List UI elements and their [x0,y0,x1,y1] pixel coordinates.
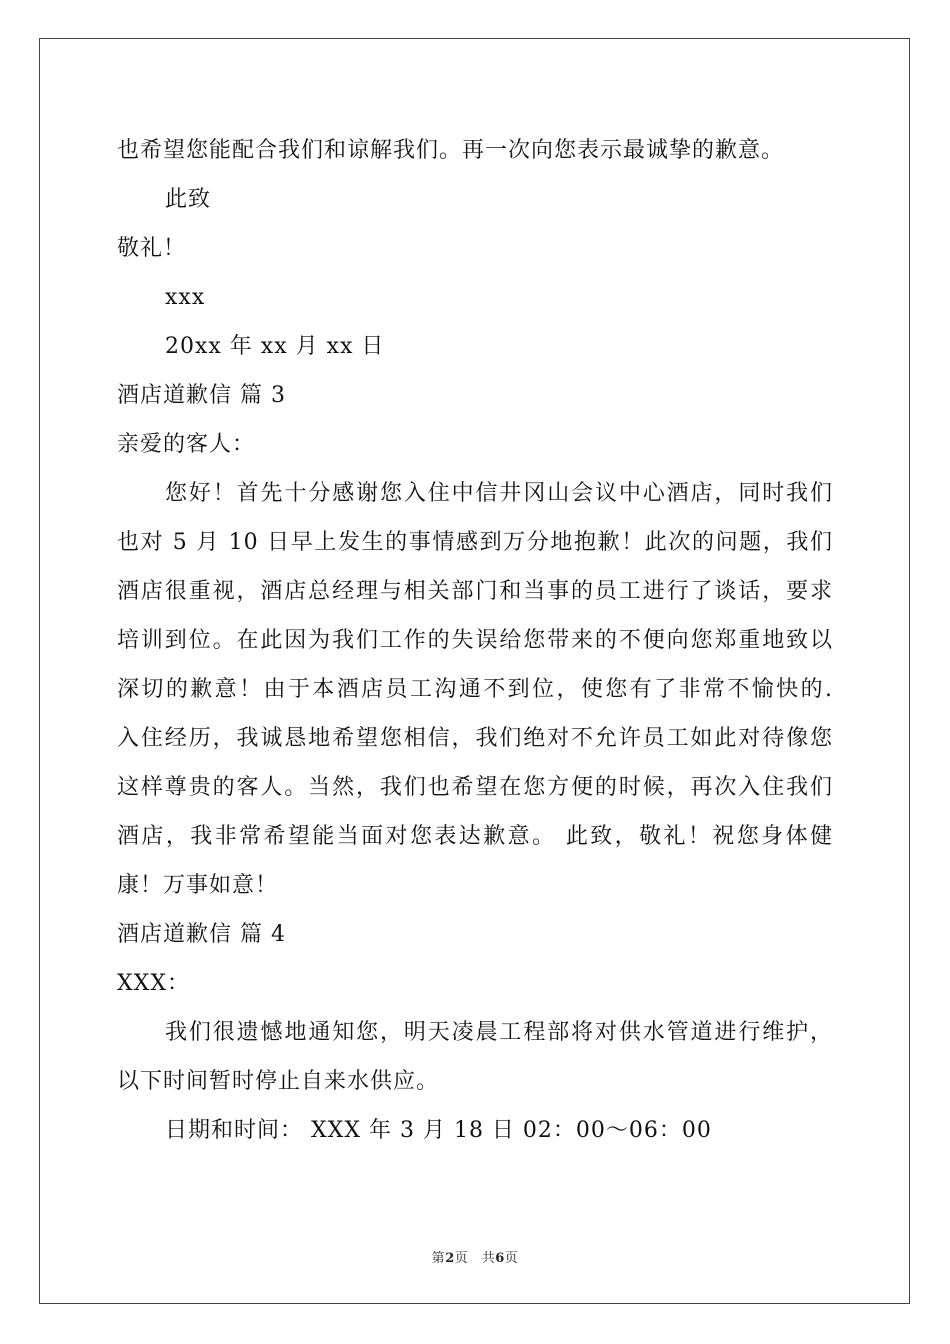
document-body [117,126,833,1155]
paragraph-line: 入住经历，我诚恳地希望您相信，我们绝对不允许员工如此对待像您 [117,726,833,751]
page-current: 2 [445,1251,455,1266]
paragraph-line: 酒店很重视，酒店总经理与相关部门和当事的员工进行了谈话，要求 [117,579,833,604]
page-footer [0,1247,950,1266]
signature: xxx [165,285,206,310]
section-heading: 酒店道歉信 篇 4 [117,922,286,947]
paragraph-line: 深切的歉意！由于本酒店员工沟通不到位，使您有了非常不愉快的. [117,677,833,702]
closing-salutation: 此致 [165,187,212,212]
page-label-mid: 页 共 [454,1251,496,1266]
paragraph-line: 也对 5 月 10 日早上发生的事情感到万分地抱歉！此次的问题，我们 [117,530,833,555]
paragraph-line: 这样尊贵的客人。当然，我们也希望在您方便的时候，再次入住我们 [117,775,833,800]
greeting: XXX： [117,971,190,996]
date-line: 20xx 年 xx 月 xx 日 [165,334,385,359]
paragraph-line: 酒店，我非常希望能当面对您表达歉意。 此致，敬礼！祝您身体健 [117,824,833,849]
paragraph-line: 我们很遗憾地通知您，明天凌晨工程部将对供水管道进行维护， [165,1020,833,1045]
page-label-suffix: 页 [504,1251,519,1266]
paragraph-line: 以下时间暂时停止自来水供应。 [117,1069,440,1094]
paragraph-line: 康！万事如意！ [117,873,279,898]
page-total: 6 [495,1251,505,1266]
greeting: 亲爱的客人： [117,432,256,457]
section-heading: 酒店道歉信 篇 3 [117,383,286,408]
paragraph-line: 日期和时间： XXX 年 3 月 18 日 02：00～06：00 [165,1118,712,1143]
paragraph-line: 培训到位。在此因为我们工作的失误给您带来的不便向您郑重地致以 [117,628,833,653]
closing-regards: 敬礼！ [117,236,187,261]
page-label-prefix: 第 [431,1251,446,1266]
paragraph-line: 您好！首先十分感谢您入住中信井冈山会议中心酒店，同时我们 [165,481,833,506]
paragraph-line: 也希望您能配合我们和谅解我们。再一次向您表示最诚挚的歉意。 [117,138,785,163]
